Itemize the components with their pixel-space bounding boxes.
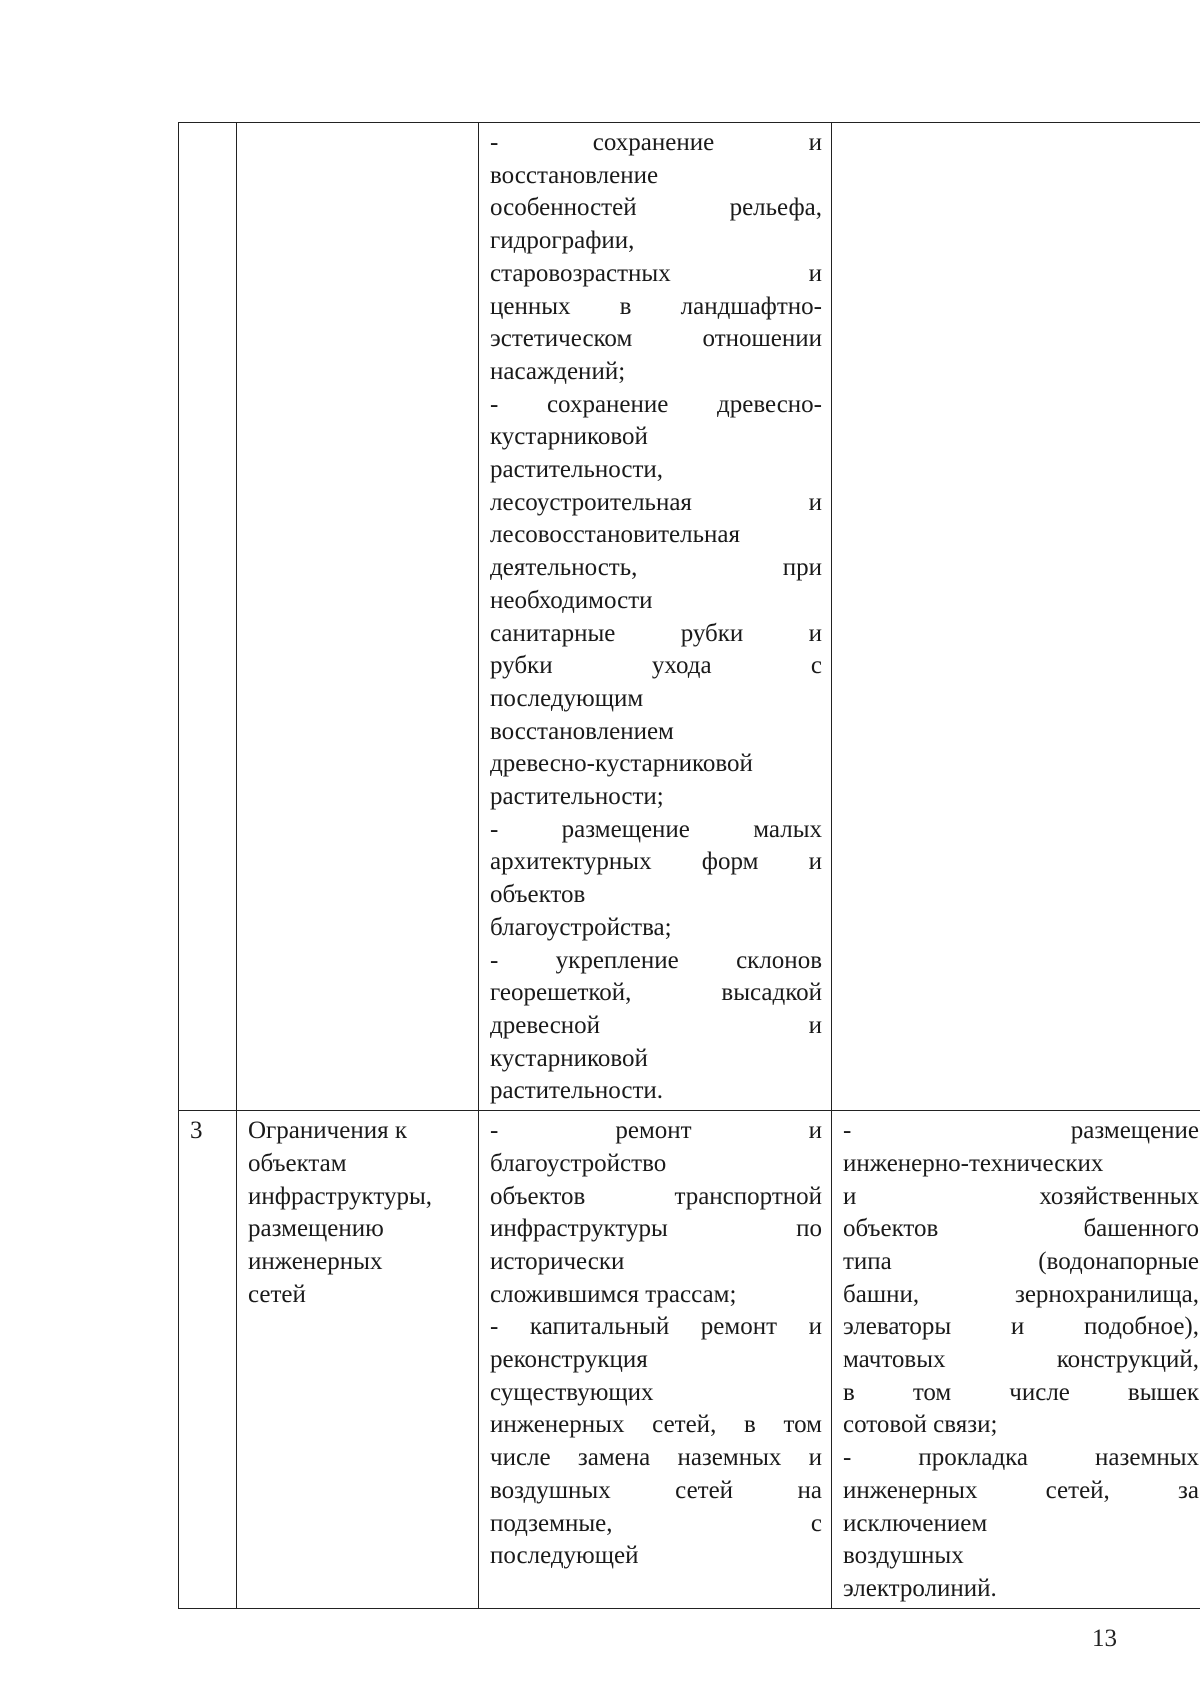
text-line: инфраструктуры по: [490, 1215, 822, 1243]
text-line: восстановлением: [490, 717, 674, 745]
text-line: - прокладка наземных: [843, 1444, 1199, 1472]
text-line: санитарные рубки и: [490, 619, 822, 647]
text-line: исключением: [843, 1509, 988, 1537]
text-line: электролиний.: [843, 1574, 997, 1602]
text-line: архитектурных форм и: [490, 848, 822, 876]
text-line: растительности.: [490, 1077, 664, 1105]
text-line: лесовосстановительная: [490, 521, 740, 549]
row-number-cell: [179, 123, 237, 1111]
text-line: числе замена наземных и: [490, 1444, 822, 1472]
text-line: старовозрастных и: [490, 259, 822, 287]
text-line: типа (водонапорные: [843, 1247, 1199, 1275]
text-line: - укрепление склонов: [490, 946, 822, 974]
text-line: кустарниковой: [490, 1044, 648, 1072]
text-line: особенностей рельефа,: [490, 194, 822, 222]
text-line: инженерных сетей, за: [843, 1476, 1199, 1504]
text-line: деятельность, при: [490, 554, 822, 582]
text-line: исторически: [490, 1247, 625, 1275]
text-line: последующим: [490, 684, 644, 712]
restriction-name-cell: [237, 1111, 479, 1609]
text-line: - размещение: [843, 1117, 1199, 1145]
text-line: инженерных сетей, в том: [490, 1411, 822, 1439]
allowed-activities-cell: [479, 123, 832, 1111]
forbidden-activities-cell: [832, 1111, 1200, 1609]
restriction-name-cell: [237, 123, 479, 1111]
text-line: объектов башенного: [843, 1215, 1199, 1243]
text-line: рубки ухода с: [490, 652, 822, 680]
text-line: сетей: [248, 1280, 306, 1308]
text-line: сложившимся трассам;: [490, 1280, 737, 1308]
text-line: Ограничения к: [248, 1117, 407, 1145]
text-line: инженерно-технических: [843, 1149, 1104, 1177]
text-line: растительности;: [490, 783, 664, 811]
text-line: ценных в ландшафтно-: [490, 292, 822, 320]
text-line: насаждений;: [490, 357, 626, 385]
text-line: кустарниковой: [490, 423, 648, 451]
text-line: восстановление: [490, 161, 659, 189]
text-line: и хозяйственных: [843, 1182, 1199, 1210]
text-line: древесно-кустарниковой: [490, 750, 753, 778]
text-line: лесоустроительная и: [490, 488, 822, 516]
text-line: объектов транспортной: [490, 1182, 822, 1210]
text-line: объектов: [490, 881, 586, 909]
text-line: - ремонт и: [490, 1117, 822, 1145]
text-line: размещению: [248, 1215, 384, 1243]
text-line: реконструкция: [490, 1346, 648, 1374]
text-line: благоустройства;: [490, 913, 672, 941]
text-line: инфраструктуры,: [248, 1182, 433, 1210]
text-line: растительности,: [490, 456, 664, 484]
table-row: [179, 123, 1200, 1111]
forbidden-activities-cell: [832, 123, 1200, 1111]
text-line: воздушных: [843, 1542, 964, 1570]
text-line: башни, зернохранилища,: [843, 1280, 1199, 1308]
text-line: подземные, с: [490, 1509, 822, 1537]
text-line: существующих: [490, 1378, 654, 1406]
row-number: 3: [190, 1117, 203, 1145]
page-number: 13: [1092, 1625, 1117, 1652]
text-line: необходимости: [490, 586, 653, 614]
restrictions-table: [178, 122, 1200, 1609]
text-line: - сохранение древесно-: [490, 390, 822, 418]
table-row: [179, 1111, 1200, 1609]
row-number-cell: [179, 1111, 237, 1609]
text-line: - капитальный ремонт и: [490, 1313, 822, 1341]
text-line: древесной и: [490, 1011, 822, 1039]
text-line: объектам: [248, 1149, 347, 1177]
text-line: в том числе вышек: [843, 1378, 1199, 1406]
text-line: элеваторы и подобное),: [843, 1313, 1199, 1341]
text-line: - сохранение и: [490, 129, 822, 156]
text-line: воздушных сетей на: [490, 1476, 822, 1504]
text-line: сотовой связи;: [843, 1411, 998, 1439]
text-line: инженерных: [248, 1247, 383, 1275]
text-line: мачтовых конструкций,: [843, 1346, 1199, 1374]
text-line: георешеткой, высадкой: [490, 979, 822, 1007]
text-line: благоустройство: [490, 1149, 667, 1177]
text-line: - размещение малых: [490, 815, 822, 843]
text-line: гидрографии,: [490, 227, 635, 255]
text-line: последующей: [490, 1542, 639, 1570]
allowed-activities-cell: [479, 1111, 832, 1609]
text-line: эстетическом отношении: [490, 325, 822, 353]
